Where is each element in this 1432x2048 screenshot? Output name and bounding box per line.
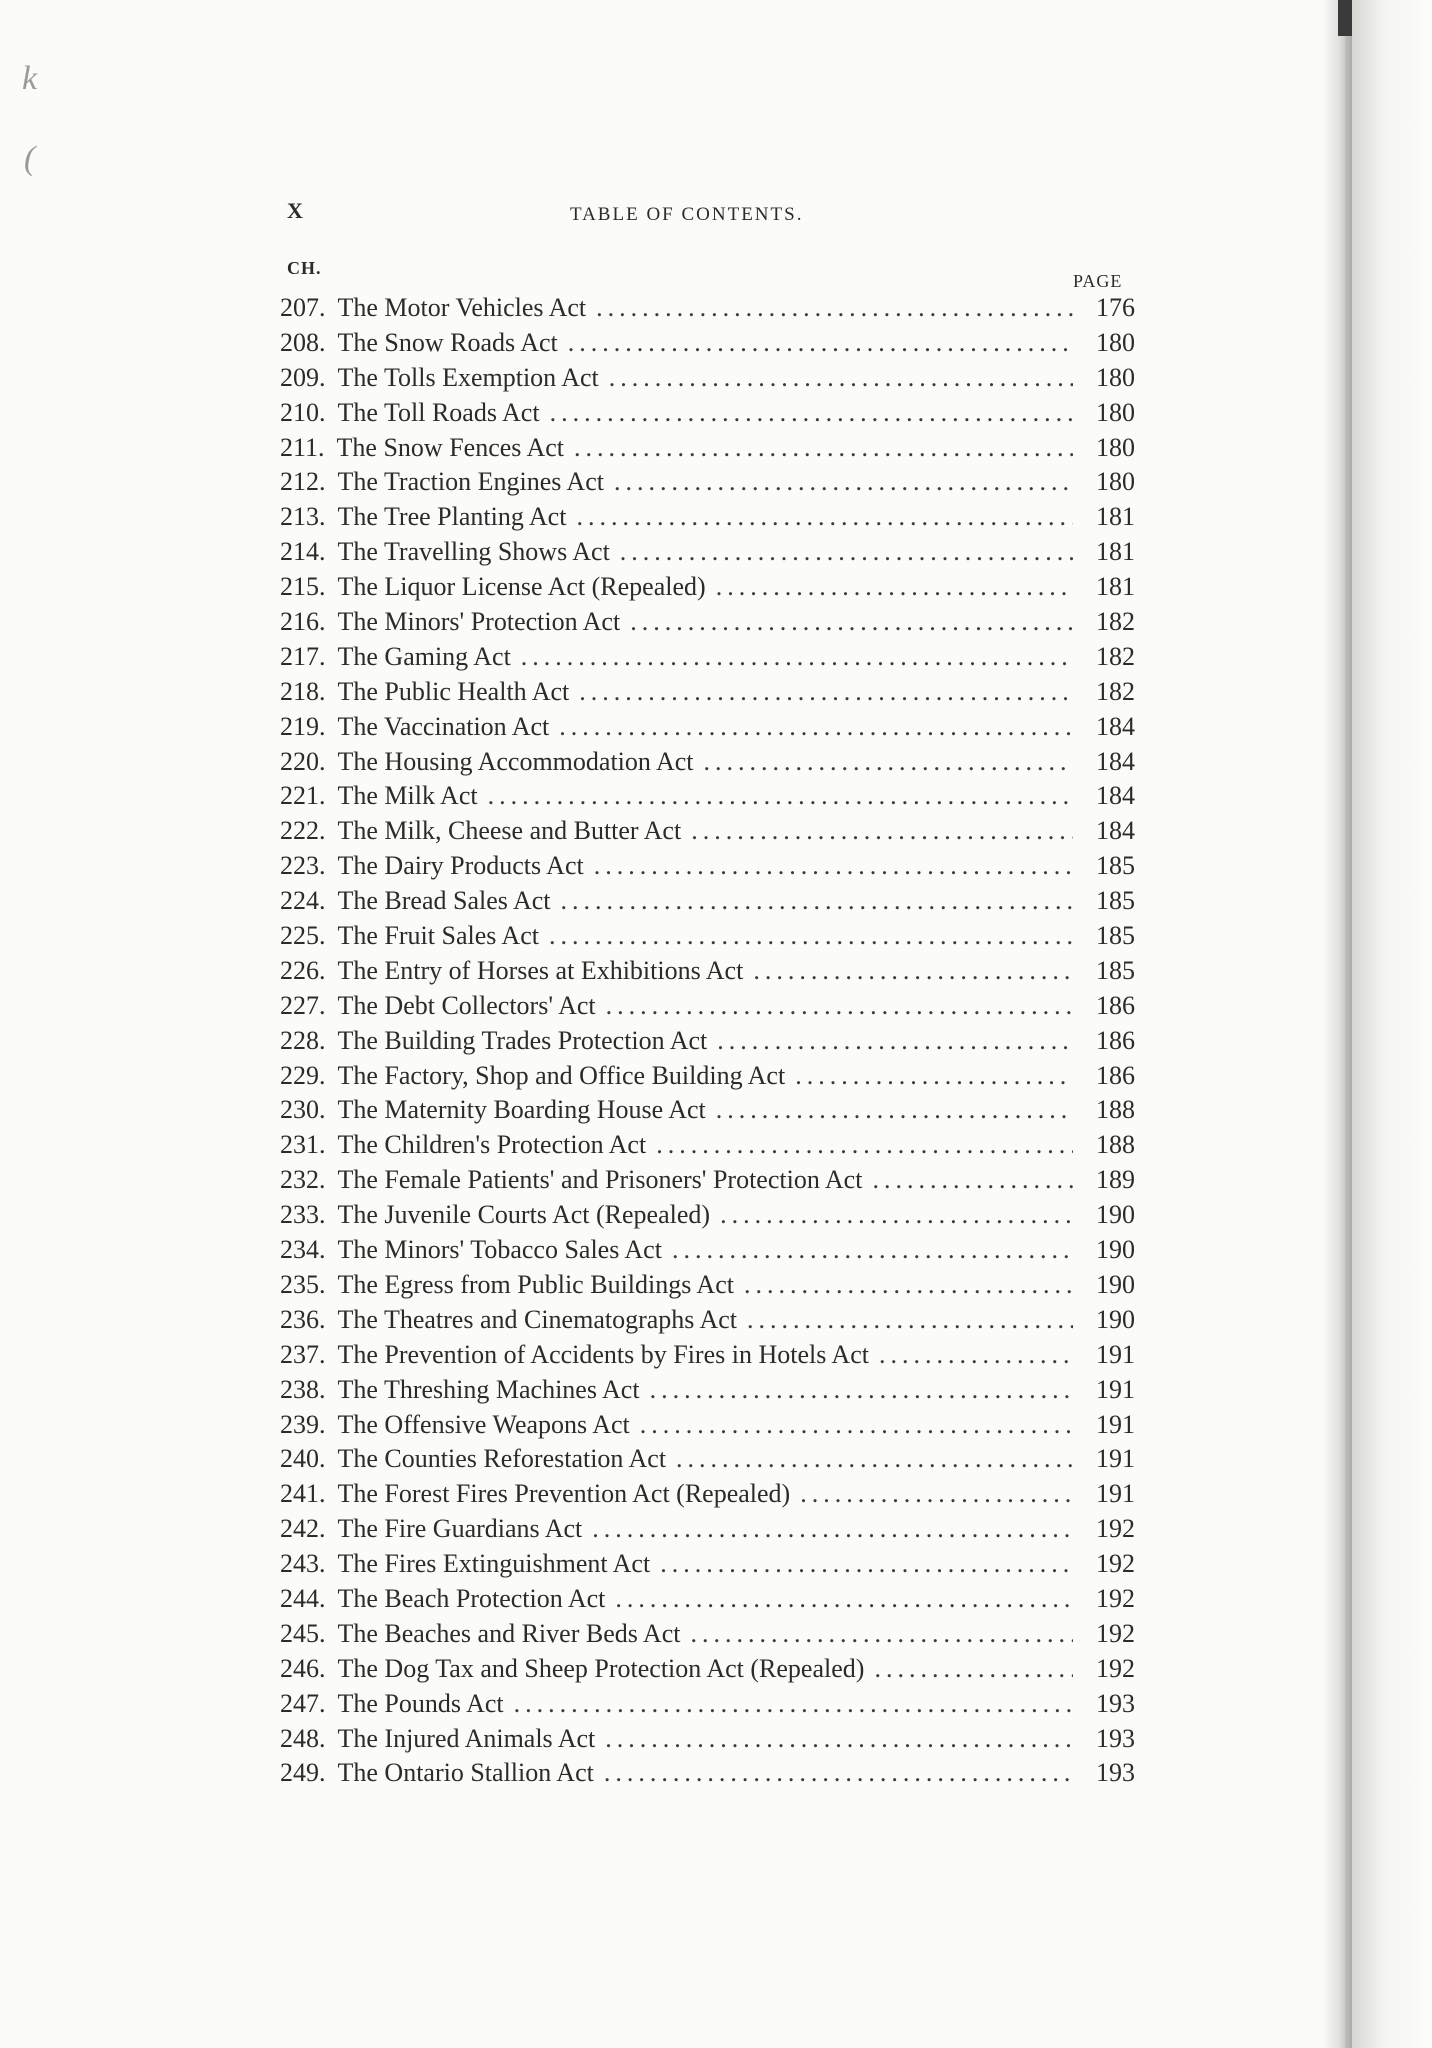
chapter-number: 245. (280, 1618, 326, 1648)
toc-entry (280, 1687, 1135, 1722)
act-title: The Threshing Machines Act (337, 1374, 640, 1404)
page-number: 184 (1096, 746, 1135, 776)
toc-entry (280, 1512, 1135, 1547)
dot-leader (615, 1582, 1073, 1617)
act-title: The Pounds Act (337, 1688, 504, 1718)
dot-leader (604, 1756, 1073, 1791)
page-number: 180 (1096, 467, 1135, 497)
dot-leader (800, 1477, 1073, 1512)
dot-leader (521, 640, 1073, 675)
chapter-number: 244. (280, 1583, 326, 1613)
page-number: 181 (1096, 572, 1135, 602)
page-number: 184 (1096, 816, 1135, 846)
toc-entry (280, 465, 1135, 500)
act-title: The Public Health Act (337, 676, 570, 706)
page-folio: X (287, 198, 304, 223)
toc-entry (280, 954, 1135, 989)
dot-leader (605, 1722, 1073, 1757)
toc-entry (280, 1408, 1135, 1443)
chapter-column-header: CH. (287, 258, 322, 278)
dot-leader (650, 1373, 1073, 1408)
act-title: The Gaming Act (337, 641, 511, 671)
chapter-number: 216. (280, 607, 326, 637)
toc-entry (280, 605, 1135, 640)
dot-leader (549, 919, 1073, 954)
toc-entry (280, 1582, 1135, 1617)
page-number: 190 (1096, 1304, 1135, 1334)
chapter-number: 211. (280, 432, 325, 462)
act-title: The Entry of Horses at Exhibitions Act (337, 955, 744, 985)
toc-entry (280, 1722, 1135, 1757)
chapter-number: 232. (280, 1165, 326, 1195)
act-title: The Minors' Protection Act (337, 607, 621, 637)
dot-leader (620, 535, 1073, 570)
act-title: The Tree Planting Act (337, 502, 567, 532)
dot-leader (559, 710, 1073, 745)
toc-entry (280, 1059, 1135, 1094)
page-number: 185 (1096, 851, 1135, 881)
chapter-number: 246. (280, 1653, 326, 1683)
page-number: 186 (1096, 1060, 1135, 1090)
chapter-number: 222. (280, 816, 326, 846)
page-number: 185 (1096, 886, 1135, 916)
pencil-mark-k: k (22, 60, 38, 97)
act-title: The Motor Vehicles Act (337, 293, 587, 322)
page-number: 182 (1096, 676, 1135, 706)
page-title: TABLE OF CONTENTS. (570, 204, 804, 225)
act-title: The Injured Animals Act (337, 1723, 596, 1753)
toc-entry (280, 500, 1135, 535)
act-title: The Vaccination Act (337, 711, 550, 741)
toc-list (280, 291, 1135, 1791)
chapter-number: 214. (280, 537, 326, 567)
chapter-number: 217. (280, 641, 326, 671)
act-title: The Liquor License Act (Repealed) (337, 572, 706, 602)
toc-entry (280, 1373, 1135, 1408)
chapter-number: 230. (280, 1095, 326, 1125)
toc-entry (280, 396, 1135, 431)
chapter-number: 238. (280, 1374, 326, 1404)
chapter-number: 236. (280, 1304, 326, 1334)
toc-entry (280, 1617, 1135, 1652)
dot-leader (672, 1233, 1073, 1268)
page-number: 180 (1096, 327, 1135, 357)
toc-entry (280, 989, 1135, 1024)
chapter-number: 209. (280, 362, 326, 392)
dot-leader (576, 500, 1073, 535)
chapter-number: 212. (280, 467, 326, 497)
dot-leader (596, 291, 1073, 326)
toc-entry (280, 919, 1135, 954)
act-title: The Egress from Public Buildings Act (337, 1269, 734, 1299)
act-title: The Prevention of Accidents by Fires in Hotels Act (337, 1339, 869, 1369)
chapter-number: 215. (280, 572, 326, 602)
act-title: The Forest Fires Prevention Act (Repealed) (337, 1479, 791, 1509)
toc-entry (280, 745, 1135, 780)
chapter-number: 247. (280, 1688, 326, 1718)
chapter-number: 225. (280, 921, 326, 951)
act-title: The Minors' Tobacco Sales Act (337, 1235, 662, 1265)
page-number: 192 (1096, 1618, 1135, 1648)
toc-entry (280, 1093, 1135, 1128)
act-title: The Milk, Cheese and Butter Act (337, 816, 682, 846)
page-number: 191 (1096, 1374, 1135, 1404)
dot-leader (660, 1547, 1073, 1582)
page-number: 181 (1096, 502, 1135, 532)
act-title: The Housing Accommodation Act (337, 746, 694, 776)
dot-leader (514, 1687, 1073, 1722)
dot-leader (568, 326, 1073, 361)
chapter-number: 237. (280, 1339, 326, 1369)
page-number: 180 (1096, 397, 1135, 427)
act-title: The Maternity Boarding House Act (337, 1095, 706, 1125)
page-number: 185 (1096, 955, 1135, 985)
page-number: 188 (1096, 1095, 1135, 1125)
dot-leader (574, 431, 1073, 466)
toc-entry (280, 291, 1135, 326)
page-number: 192 (1096, 1653, 1135, 1683)
toc-entry (280, 814, 1135, 849)
chapter-number: 229. (280, 1060, 326, 1090)
act-title: The Fire Guardians Act (337, 1514, 583, 1544)
dot-leader (488, 779, 1073, 814)
act-title: The Building Trades Protection Act (337, 1025, 708, 1055)
page-number: 182 (1096, 641, 1135, 671)
page-number: 190 (1096, 1200, 1135, 1230)
toc-entry (280, 361, 1135, 396)
pencil-mark-paren: ( (24, 140, 36, 177)
page-number: 184 (1096, 711, 1135, 741)
act-title: The Toll Roads Act (337, 397, 540, 427)
page-number: 191 (1096, 1409, 1135, 1439)
chapter-number: 213. (280, 502, 326, 532)
page-number: 193 (1096, 1723, 1135, 1753)
page-number: 192 (1096, 1549, 1135, 1579)
toc-entry (280, 1163, 1135, 1198)
page-number: 192 (1096, 1514, 1135, 1544)
dot-leader (874, 1652, 1073, 1687)
page-number: 186 (1096, 1025, 1135, 1055)
act-title: The Dairy Products Act (337, 851, 584, 881)
act-title: The Female Patients' and Prisoners' Protection Act (337, 1165, 863, 1195)
dot-leader (561, 884, 1074, 919)
act-title: The Dog Tax and Sheep Protection Act (Repealed) (337, 1653, 865, 1683)
chapter-number: 208. (280, 327, 326, 357)
toc-entry (280, 1128, 1135, 1163)
chapter-number: 220. (280, 746, 326, 776)
act-title: The Juvenile Courts Act (Repealed) (337, 1200, 711, 1230)
dot-leader (656, 1128, 1073, 1163)
chapter-number: 219. (280, 711, 326, 741)
dot-leader (690, 1617, 1073, 1652)
page-number: 182 (1096, 607, 1135, 637)
toc-entry (280, 710, 1135, 745)
chapter-number: 224. (280, 886, 326, 916)
dot-leader (592, 1512, 1073, 1547)
toc-entry (280, 1442, 1135, 1477)
act-title: The Beach Protection Act (337, 1583, 606, 1613)
chapter-number: 231. (280, 1130, 326, 1160)
dot-leader (691, 814, 1073, 849)
dot-leader (579, 675, 1073, 710)
page-number: 180 (1096, 432, 1135, 462)
dot-leader (753, 954, 1073, 989)
page-number: 188 (1096, 1130, 1135, 1160)
chapter-number: 223. (280, 851, 326, 881)
toc-entry (280, 884, 1135, 919)
chapter-number: 207. (280, 293, 326, 322)
toc-entry (280, 1268, 1135, 1303)
running-head (287, 198, 1127, 228)
toc-entry (280, 1338, 1135, 1373)
page-gutter (1352, 0, 1432, 2048)
toc-entry (280, 849, 1135, 884)
chapter-number: 239. (280, 1409, 326, 1439)
act-title: The Tolls Exemption Act (337, 362, 599, 392)
chapter-number: 234. (280, 1235, 326, 1265)
chapter-number: 241. (280, 1479, 326, 1509)
chapter-number: 243. (280, 1549, 326, 1579)
page-number: 191 (1096, 1479, 1135, 1509)
toc-entry (280, 1652, 1135, 1687)
act-title: The Snow Fences Act (336, 432, 565, 462)
dot-leader (609, 361, 1073, 396)
toc-entry (280, 1233, 1135, 1268)
page-number: 191 (1096, 1444, 1135, 1474)
chapter-number: 227. (280, 990, 326, 1020)
dot-leader (606, 989, 1073, 1024)
page-number: 184 (1096, 781, 1135, 811)
toc-entry (280, 1477, 1135, 1512)
dot-leader (879, 1338, 1073, 1373)
page-number: 193 (1096, 1688, 1135, 1718)
act-title: The Counties Reforestation Act (337, 1444, 667, 1474)
chapter-number: 226. (280, 955, 326, 985)
dot-leader (716, 1093, 1073, 1128)
chapter-number: 240. (280, 1444, 326, 1474)
page-edge-shadow (1322, 0, 1352, 2048)
act-title: The Offensive Weapons Act (337, 1409, 630, 1439)
chapter-number: 228. (280, 1025, 326, 1055)
toc-entry (280, 1198, 1135, 1233)
chapter-number: 221. (280, 781, 326, 811)
act-title: The Beaches and River Beds Act (337, 1618, 681, 1648)
toc-entry (280, 535, 1135, 570)
act-title: The Ontario Stallion Act (337, 1758, 594, 1788)
dot-leader (872, 1163, 1073, 1198)
dot-leader (676, 1442, 1073, 1477)
page-number: 190 (1096, 1269, 1135, 1299)
page-number: 185 (1096, 921, 1135, 951)
toc-entry (280, 570, 1135, 605)
page-number: 193 (1096, 1758, 1135, 1788)
act-title: The Factory, Shop and Office Building Act (337, 1060, 786, 1090)
toc-entry (280, 779, 1135, 814)
dot-leader (720, 1198, 1073, 1233)
scan-edge-mark (1338, 0, 1352, 36)
toc-entry (280, 1547, 1135, 1582)
chapter-number: 235. (280, 1269, 326, 1299)
toc-entry (280, 675, 1135, 710)
chapter-number: 218. (280, 676, 326, 706)
act-title: The Bread Sales Act (337, 886, 551, 916)
act-title: The Traction Engines Act (337, 467, 604, 497)
page-number: 191 (1096, 1339, 1135, 1369)
toc-entry (280, 1024, 1135, 1059)
dot-leader (795, 1059, 1073, 1094)
dot-leader (744, 1268, 1073, 1303)
page-number: 181 (1096, 537, 1135, 567)
dot-leader (614, 465, 1073, 500)
dot-leader (747, 1303, 1073, 1338)
page-column-header: PAGE (1073, 271, 1123, 291)
chapter-number: 210. (280, 397, 326, 427)
act-title: The Milk Act (337, 781, 478, 811)
chapter-number: 233. (280, 1200, 326, 1230)
dot-leader (717, 1024, 1073, 1059)
page-number: 176 (1096, 293, 1135, 322)
act-title: The Snow Roads Act (337, 327, 558, 357)
toc-entry (280, 326, 1135, 361)
page-number: 186 (1096, 990, 1135, 1020)
dot-leader (594, 849, 1073, 884)
act-title: The Children's Protection Act (337, 1130, 647, 1160)
dot-leader (550, 396, 1073, 431)
toc-entry (280, 1756, 1135, 1791)
act-title: The Theatres and Cinematographs Act (337, 1304, 738, 1334)
chapter-number: 249. (280, 1758, 326, 1788)
page-number: 190 (1096, 1235, 1135, 1265)
page-number: 192 (1096, 1583, 1135, 1613)
act-title: The Fruit Sales Act (337, 921, 539, 951)
page-number: 180 (1096, 362, 1135, 392)
page-number: 189 (1096, 1165, 1135, 1195)
chapter-number: 248. (280, 1723, 326, 1753)
toc-entry (280, 640, 1135, 675)
act-title: The Debt Collectors' Act (337, 990, 596, 1020)
dot-leader (704, 745, 1073, 780)
dot-leader (716, 570, 1073, 605)
dot-leader (640, 1408, 1073, 1443)
toc-entry (280, 431, 1135, 466)
chapter-number: 242. (280, 1514, 326, 1544)
toc-entry (280, 1303, 1135, 1338)
act-title: The Travelling Shows Act (337, 537, 610, 567)
dot-leader (630, 605, 1073, 640)
act-title: The Fires Extinguishment Act (337, 1549, 651, 1579)
